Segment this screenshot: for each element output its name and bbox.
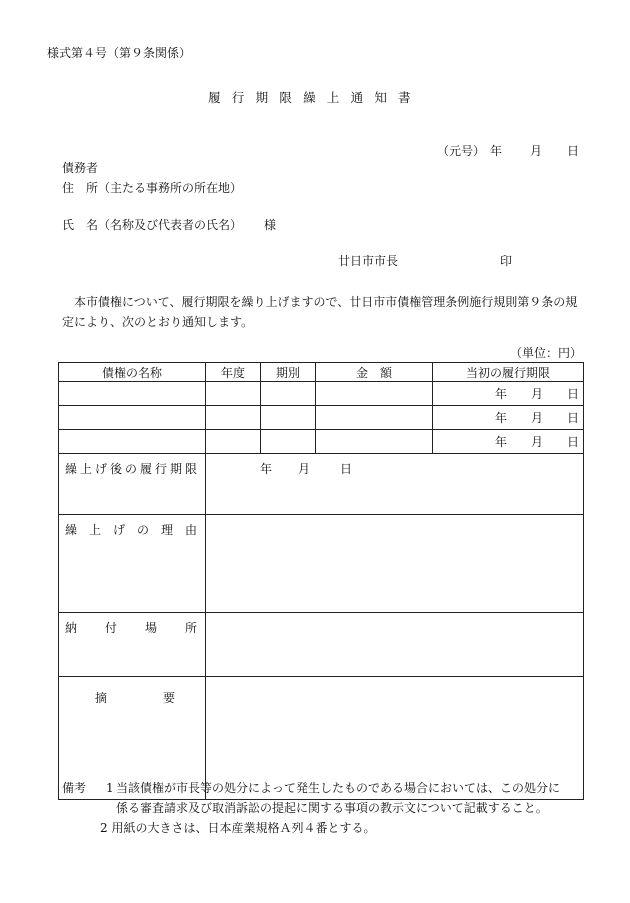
label-advanced-due: 繰上げ後の履行期限 [59,454,206,515]
cell-period[interactable] [261,406,316,430]
honorific: 様 [264,218,277,232]
header-original-due: 当初の履行期限 [433,363,584,382]
cell-original-due[interactable]: 年 月 日 [433,430,584,454]
cell-period[interactable] [261,430,316,454]
table-row [59,382,584,406]
table-row [59,406,584,430]
cell-fiscal-year[interactable] [206,430,261,454]
date-month: 月 [530,144,543,158]
row-payment-place [59,613,584,677]
value-reason[interactable] [206,515,584,613]
label-payment-place: 納付場所 [59,613,206,677]
cell-fiscal-year[interactable] [206,382,261,406]
cell-amount[interactable] [316,406,433,430]
cell-original-due[interactable]: 年 月 日 [433,406,584,430]
header-claim-name: 債権の名称 [59,363,206,382]
header-fiscal-year: 年度 [206,363,261,382]
header-amount: 金 額 [316,363,433,382]
mayor-title: 廿日市市長 [338,254,399,268]
value-advanced-due[interactable]: 年 月 日 [206,454,584,515]
cell-claim-name[interactable] [59,406,206,430]
cell-amount[interactable] [316,430,433,454]
cell-period[interactable] [261,382,316,406]
table-header-row [59,363,584,382]
row-advanced-due [59,454,584,515]
note-1-line-1: 当該債権が市長等の処分によって発生したものである場合においては、この処分に [116,781,561,795]
value-payment-place[interactable] [206,613,584,677]
table-row [59,430,584,454]
row-reason [59,515,584,613]
date-era: （元号） [437,144,486,158]
address-label: 住 所（主たる事務所の所在地） [62,181,243,195]
cell-fiscal-year[interactable] [206,406,261,430]
note-1-line-2: 係る審査請求及び取消訴訟の提起に関する事項の教示文について記載すること。 [116,801,548,815]
label-reason: 繰上げの理由 [59,515,206,613]
claims-table [58,362,584,800]
cell-claim-name[interactable] [59,382,206,406]
document-title: 履行期限繰上通知書 [208,90,422,105]
form-number: 様式第４号（第９条関係） [47,46,192,60]
cell-claim-name[interactable] [59,430,206,454]
date-day: 日 [567,144,580,158]
label-remarks: 摘要 [59,677,206,800]
seal-mark: 印 [500,254,513,268]
cell-original-due[interactable]: 年 月 日 [433,382,584,406]
notes-heading: 備考 1 [62,781,114,795]
header-period: 期別 [261,363,316,382]
note-2: 2 用紙の大きさは、日本産業規格Ａ列４番とする。 [100,821,376,835]
name-label: 氏 名（名称及び代表者の氏名） [62,218,243,232]
date-year: 年 [490,144,503,158]
debtor-label: 債務者 [62,161,99,175]
unit-label: （単位：円） [510,346,583,360]
body-text: 本市債権について、履行期限を繰り上げますので、廿日市市債権管理条例施行規則第９条の規定により、次のとおり通知します。 [62,295,578,329]
cell-amount[interactable] [316,382,433,406]
